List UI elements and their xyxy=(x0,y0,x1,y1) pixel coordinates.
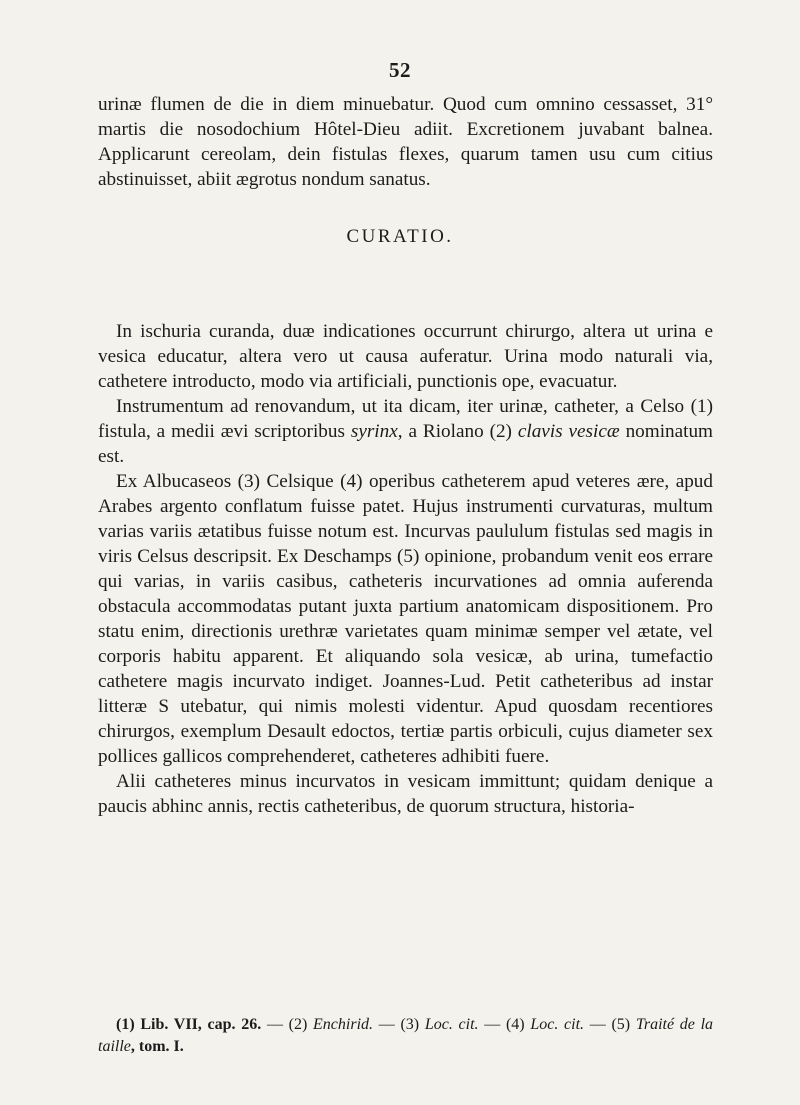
paragraph-text: Instrumentum ad renovandum, ut ita dicam, iter urinæ, catheter, a Celso (1) fistula, a medii ævi scriptoribus xyxy=(98,396,713,442)
main-text xyxy=(98,319,713,819)
footnote-3: Loc. cit. xyxy=(424,1016,479,1033)
footnote-2: Enchirid. xyxy=(313,1016,374,1033)
footnote-separator: — xyxy=(261,1016,289,1033)
paragraph-text: nominatum est. xyxy=(98,421,713,467)
paragraph-instrument xyxy=(98,394,713,469)
italic-term-syrinx: syrinx xyxy=(350,421,398,442)
paragraph-continuation: urinæ flumen de die in diem minuebatur. Quod cum omnino cessasset, 31° martis die nosodochium Hôtel-Dieu adiit. Excretionem juvabant balnea. Applicarunt cereolam, dein fistulas flexes, quarum tamen usu cum citius abstinuisset, abiit ægrotus nondum sanatus. xyxy=(98,94,713,190)
footnote-separator: — xyxy=(373,1016,401,1033)
footnote-4-number: (4) xyxy=(505,1016,531,1033)
footnote-1: (1) Lib. VII, cap. 26. xyxy=(116,1016,262,1033)
page-number: 52 xyxy=(389,58,411,82)
footnote-3-number: (3) xyxy=(400,1016,425,1033)
italic-term-clavis: clavis vesicæ xyxy=(517,421,620,442)
footnotes xyxy=(98,1014,713,1058)
footnote-2-number: (2) xyxy=(288,1016,314,1033)
footnote-separator: — xyxy=(584,1016,612,1033)
continued-paragraph xyxy=(98,92,713,192)
paragraph-catheters: Alii catheteres minus incurvatos in vesicam immittunt; quidam denique a paucis abhinc annis, rectis catheteribus, de quorum structura, historia- xyxy=(98,771,713,817)
footnote-separator: — xyxy=(478,1016,506,1033)
footnote-5-volume: , tom. I. xyxy=(130,1038,184,1055)
footnote-4: Loc. cit. xyxy=(530,1016,585,1033)
paragraph-indications: In ischuria curanda, duæ indicationes occurrunt chirurgo, altera ut urina e vesica educatur, altera vero ut causa auferatur. Urina modo naturali via, cathetere introducto, modo via artificiali, punctionis ope, evacuatur. xyxy=(98,321,713,392)
paragraph-text: , a Riolano (2) xyxy=(397,421,518,442)
footnote-5: Traité de la taille xyxy=(98,1016,714,1055)
section-heading: CURATIO. xyxy=(346,226,454,247)
footnote-line xyxy=(98,1014,713,1058)
footnote-5-number: (5) xyxy=(611,1016,636,1033)
paragraph-history: Ex Albucaseos (3) Celsique (4) operibus catheterem apud veteres ære, apud Arabes argento conflatum fuisse patet. Hujus instrumenti curvaturas, multum varias variis ætatibus fuisse notum est. Incurvas paululum fistulas sed magis in viris Celsus descripsit. Ex Deschamps (5) opinione, probandum venit eos errare qui varias, in variis casibus, catheteris incurvationes ad omnia auferenda obstacula accommodatas putant juxta partium anatomicam dispositionem. Pro statu enim, directionis urethræ varietates quam minimæ semper vel ætate, vel corporis habitu apparent. Et aliquando sola vesicæ, ab urina, tumefactio cathetere magis incurvato indiget. Joannes-Lud. Petit catheteribus ad instar litteræ S utebatur, qui nimis molesti videntur. Apud quosdam recentiores chirurgos, exemplum Desault edoctos, tertiæ partis orbiculi, cujus diameter sex pollices gallicos comprehenderet, catheteres adhibiti fuere. xyxy=(98,471,713,767)
